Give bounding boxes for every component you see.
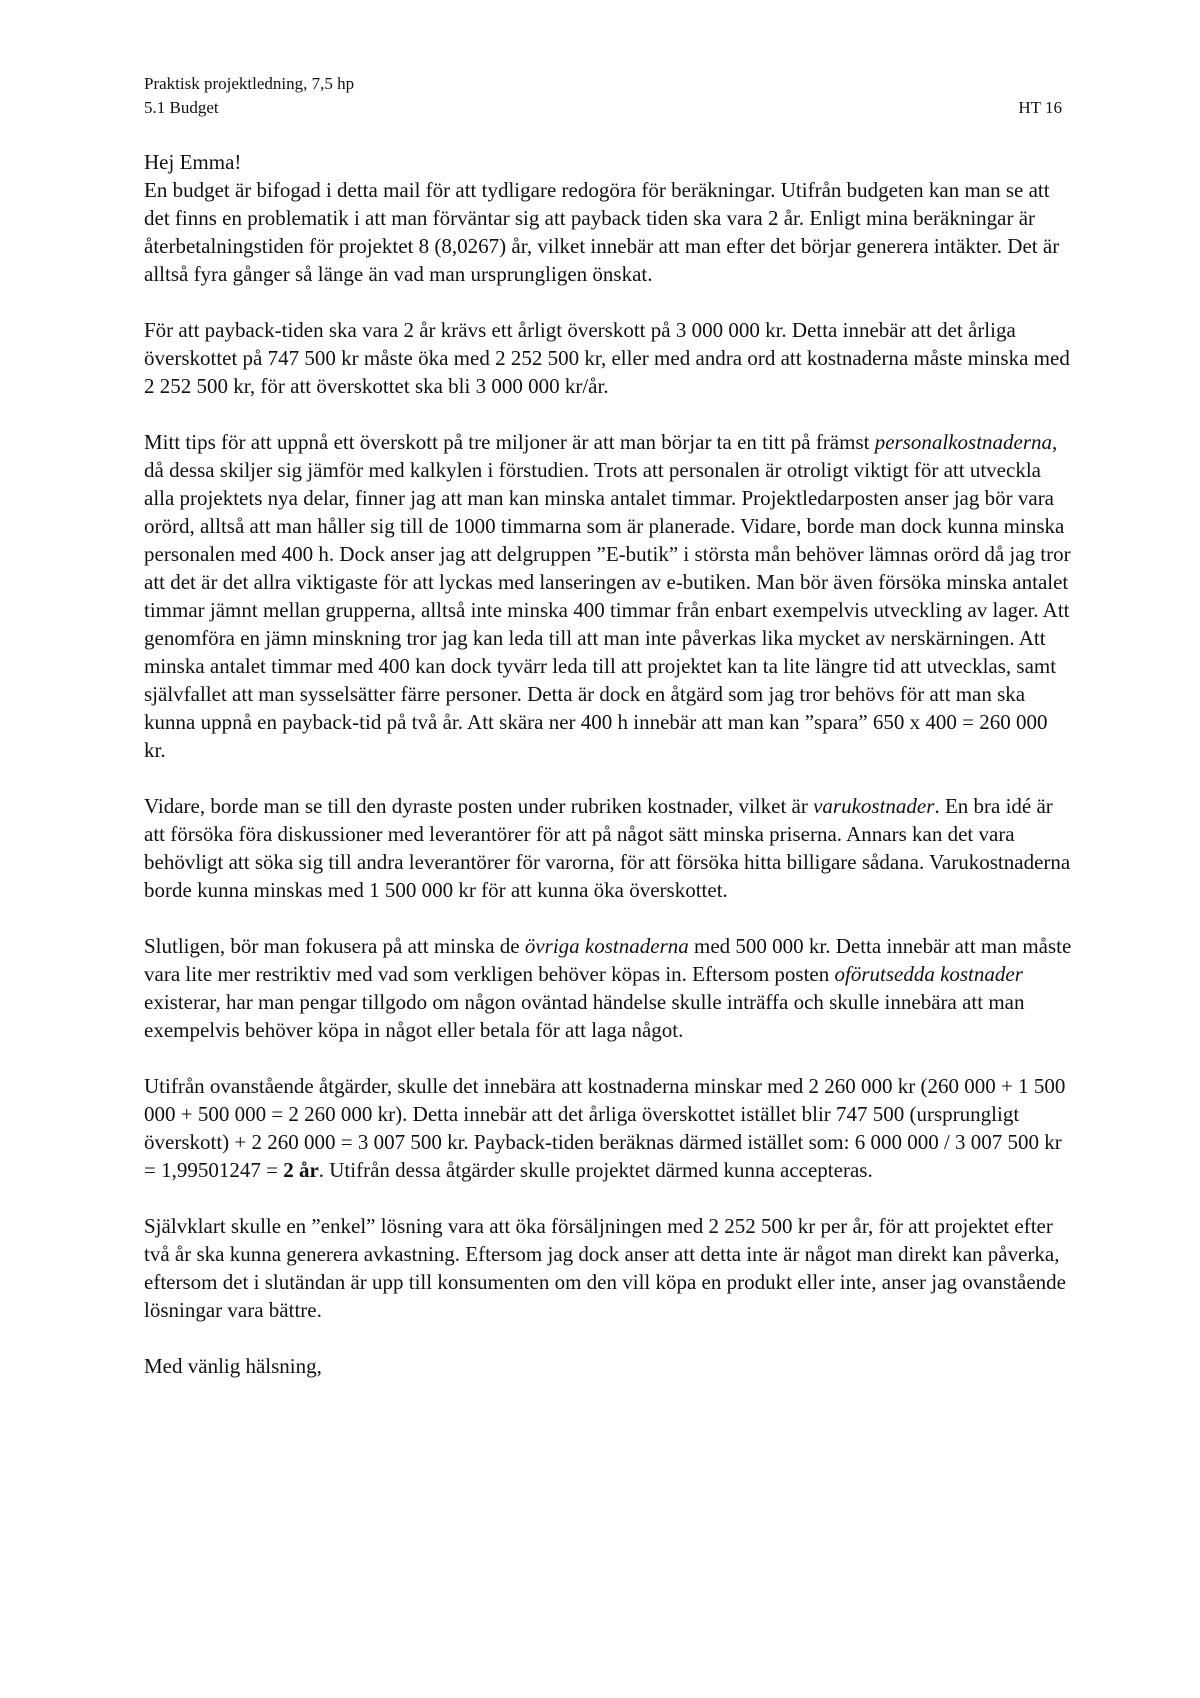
paragraph-payback-requirement: För att payback-tiden ska vara 2 år krävs ett årligt överskott på 3 000 000 kr. Detta innebär att det årliga överskottet på 747 500 kr måste öka med 2 252 500 kr, eller med andra ord att kostnaderna måste minska med 2 252 500 kr, för att överskottet ska bli 3 000 000 kr/år. bbox=[144, 318, 1070, 398]
text-run: Slutligen, bör man fokusera på att minska de bbox=[144, 934, 525, 958]
emphasis-result: 2 år bbox=[283, 1158, 319, 1182]
emphasis-other-costs: övriga kostnaderna bbox=[524, 934, 689, 958]
text-run: . Utifrån dessa åtgärder skulle projektet därmed kunna accepteras. bbox=[318, 1158, 873, 1182]
term-label: HT 16 bbox=[1018, 98, 1062, 117]
emphasis-goods-costs: varukostnader bbox=[813, 794, 935, 818]
paragraph-intro: En budget är bifogad i detta mail för att tydligare redogöra för beräkningar. Utifrån budgeten kan man se att det finns en problematik i att man förväntar sig att payback tiden ska vara 2 år. Enligt mina beräkningar är återbetalningstiden för projektet 8 (8,0267) år, vilket innebär att man efter det börjar generera intäkter. Det är alltså fyra gånger så länge än vad man ursprungligen önskat. bbox=[144, 178, 1060, 286]
emphasis-personnel-costs: personalkostnaderna bbox=[874, 430, 1053, 454]
signoff: Med vänlig hälsning, bbox=[144, 1354, 322, 1378]
paragraph-personnel-costs bbox=[144, 428, 1074, 764]
text-run: Utifrån ovanstående åtgärder, skulle det innebära att kostnaderna minskar med 2 260 000 kr (260 000 + 1 500 000 + 500 000 = 2 260 000 kr). Detta innebär att det årliga överskottet istället blir 747 500 (ursprungligt överskott) + 2 260 000 = 3 007 500 kr. Payback-tiden beräknas därmed istället som: 6 000 000 / 3 007 500 kr = 1,99501247 = bbox=[144, 1074, 1066, 1182]
text-run: Mitt tips för att uppnå ett överskott på tre miljoner är att man börjar ta en titt på främst bbox=[144, 430, 875, 454]
text-run: Vidare, borde man se till den dyraste posten under rubriken kostnader, vilket är bbox=[144, 794, 814, 818]
course-title: Praktisk projektledning, 7,5 hp bbox=[144, 74, 355, 93]
text-run: med 500 000 kr. Detta innebär att man måste vara lite mer restriktiv med vad som verkligen behöver köpas in. Eftersom posten bbox=[144, 934, 1072, 986]
paragraph-summary bbox=[144, 1072, 1074, 1184]
letter-body bbox=[144, 148, 1074, 1380]
paragraph-goods-costs bbox=[144, 792, 1074, 904]
text-run: , då dessa skiljer sig jämför med kalkylen i förstudien. Trots att personalen är otroligt viktigt för att utveckla alla projektets nya delar, finner jag att man kan minska antalet timmar. Projektledarposten anser jag bör vara orörd, alltså att man håller sig till de 1000 timmarna som är planerade. Vidare, borde man dock kunna minska personalen med 400 h. Dock anser jag att delgruppen ”E-butik” i största mån behöver lämnas orörd då jag tror att det är det allra viktigaste för att lyckas med lanseringen av e-butiken. Man bör även försöka minska antalet timmar jämnt mellan grupperna, alltså inte minska 400 timmar från enbart exempelvis utveckling av lager. Att genomföra en jämn minskning tror jag kan leda till att man inte påverkas lika mycket av nerskärningen. Att minska antalet timmar med 400 kan dock tyvärr leda till att projektet kan ta lite längre tid att utvecklas, samt självfallet att man sysselsätter färre personer. Detta är dock en åtgärd som jag tror behövs för att man ska kunna uppnå en payback-tid på två år. Att skära ner 400 h innebär att man kan ”spara” 650 x 400 = 260 000 kr. bbox=[144, 430, 1071, 762]
greeting: Hej Emma! bbox=[144, 150, 242, 174]
paragraph-alternative: Självklart skulle en ”enkel” lösning vara att öka försäljningen med 2 252 500 kr per år, för att projektet efter två år ska kunna generera avkastning. Eftersom jag dock anser att detta inte är något man direkt kan påverka, eftersom det i slutändan är upp till konsumenten om den vill köpa en produkt eller inte, anser jag ovanstående lösningar vara bättre. bbox=[144, 1214, 1067, 1322]
paragraph-other-costs bbox=[144, 932, 1074, 1044]
header-row bbox=[144, 96, 1062, 120]
section-title: 5.1 Budget bbox=[144, 98, 219, 117]
page-header bbox=[144, 72, 1062, 120]
emphasis-unforeseen-costs: oförutsedda kostnader bbox=[834, 962, 1023, 986]
text-run: . En bra idé är att försöka föra diskussioner med leverantörer för att på något sätt minska priserna. Annars kan det vara behövligt att söka sig till andra leverantörer för varorna, för att försöka hitta billigare sådana. Varukostnaderna borde kunna minskas med 1 500 000 kr för att kunna öka överskottet. bbox=[144, 794, 1071, 902]
text-run: existerar, har man pengar tillgodo om någon oväntad händelse skulle inträffa och skulle innebära att man exempelvis behöver köpa in något eller betala för att laga något. bbox=[144, 990, 1025, 1042]
